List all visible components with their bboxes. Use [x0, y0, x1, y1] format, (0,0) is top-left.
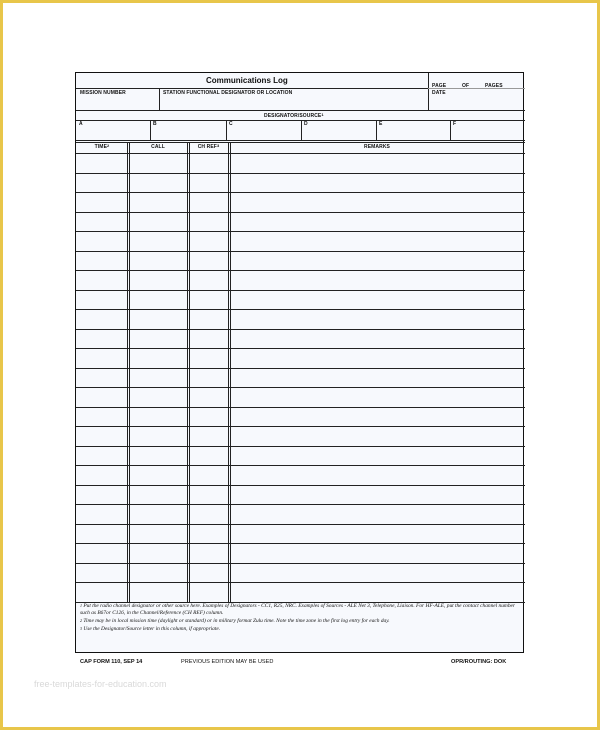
footnote-3: $^3$ Use the Designator/Source letter in this column, if appropriate.: [80, 626, 221, 632]
time-cell[interactable]: [78, 505, 126, 523]
opr-routing: OPR/ROUTING: DOK: [451, 659, 507, 665]
time-cell[interactable]: [78, 486, 126, 504]
remarks-cell[interactable]: [231, 427, 523, 445]
call-cell[interactable]: [130, 154, 186, 172]
log-row: [76, 290, 525, 310]
ch-ref-cell[interactable]: [190, 291, 227, 309]
remarks-cell[interactable]: [231, 564, 523, 582]
call-cell[interactable]: [130, 330, 186, 348]
call-cell[interactable]: [130, 232, 186, 250]
call-cell[interactable]: [130, 388, 186, 406]
mission-number-label: MISSION NUMBER: [80, 90, 126, 96]
time-cell[interactable]: [78, 271, 126, 289]
time-cell[interactable]: [78, 213, 126, 231]
designator-field[interactable]: [451, 127, 524, 139]
designator-field[interactable]: [77, 127, 149, 139]
call-cell[interactable]: [130, 349, 186, 367]
log-row: [76, 348, 525, 368]
ch-ref-cell[interactable]: [190, 544, 227, 562]
ch-ref-cell[interactable]: [190, 271, 227, 289]
log-row: [76, 153, 525, 173]
remarks-cell[interactable]: [231, 310, 523, 328]
ch-ref-cell[interactable]: [190, 564, 227, 582]
time-cell[interactable]: [78, 154, 126, 172]
ch-ref-cell[interactable]: [190, 486, 227, 504]
pages-label: PAGES: [485, 83, 503, 89]
date-field[interactable]: [429, 96, 523, 109]
log-row: [76, 524, 525, 544]
call-cell[interactable]: [130, 408, 186, 426]
time-cell[interactable]: [78, 349, 126, 367]
log-row: [76, 270, 525, 290]
ch-ref-cell[interactable]: [190, 252, 227, 270]
designator-column-label: C: [229, 121, 233, 127]
designator-column-label: E: [379, 121, 383, 127]
remarks-cell[interactable]: [231, 408, 523, 426]
log-row: [76, 426, 525, 446]
ch-ref-cell[interactable]: [190, 583, 227, 601]
remarks-cell[interactable]: [231, 544, 523, 562]
time-cell[interactable]: [78, 174, 126, 192]
log-row: [76, 192, 525, 212]
time-cell[interactable]: [78, 193, 126, 211]
mission-number-field[interactable]: [77, 96, 158, 109]
call-cell[interactable]: [130, 174, 186, 192]
time-cell[interactable]: [78, 447, 126, 465]
remarks-cell[interactable]: [231, 330, 523, 348]
log-column-header: REMARKS: [364, 144, 390, 150]
remarks-cell[interactable]: [231, 486, 523, 504]
call-cell[interactable]: [130, 213, 186, 231]
call-cell[interactable]: [130, 271, 186, 289]
call-cell[interactable]: [130, 252, 186, 270]
log-row: [76, 251, 525, 271]
remarks-cell[interactable]: [231, 232, 523, 250]
footnote-2: $^2$ Time may be in local mission time (daylight or standard) or in military format Zulu time. Note the time zone in the first log entry for each day.: [80, 618, 390, 624]
designator-field[interactable]: [302, 127, 375, 139]
call-cell[interactable]: [130, 525, 186, 543]
time-cell[interactable]: [78, 291, 126, 309]
ch-ref-cell[interactable]: [190, 427, 227, 445]
call-cell[interactable]: [130, 505, 186, 523]
remarks-cell[interactable]: [231, 193, 523, 211]
footnotes: [80, 603, 520, 633]
remarks-cell[interactable]: [231, 252, 523, 270]
remarks-cell[interactable]: [231, 291, 523, 309]
ch-ref-cell[interactable]: [190, 447, 227, 465]
time-cell[interactable]: [78, 525, 126, 543]
ch-ref-cell[interactable]: [190, 369, 227, 387]
ch-ref-cell[interactable]: [190, 349, 227, 367]
date-label: DATE: [432, 90, 446, 96]
time-cell[interactable]: [78, 583, 126, 601]
station-field[interactable]: [160, 96, 427, 109]
ch-ref-cell[interactable]: [190, 466, 227, 484]
time-cell[interactable]: [78, 330, 126, 348]
log-row: [76, 368, 525, 388]
time-cell[interactable]: [78, 310, 126, 328]
ch-ref-cell[interactable]: [190, 525, 227, 543]
remarks-cell[interactable]: [231, 349, 523, 367]
designator-column-label: A: [79, 121, 83, 127]
ch-ref-cell[interactable]: [190, 388, 227, 406]
log-row: [76, 387, 525, 407]
call-cell[interactable]: [130, 369, 186, 387]
remarks-cell[interactable]: [231, 466, 523, 484]
log-row: [76, 504, 525, 524]
time-cell[interactable]: [78, 544, 126, 562]
remarks-cell[interactable]: [231, 174, 523, 192]
call-cell[interactable]: [130, 544, 186, 562]
remarks-cell[interactable]: [231, 447, 523, 465]
time-cell[interactable]: [78, 232, 126, 250]
remarks-cell[interactable]: [231, 213, 523, 231]
time-cell[interactable]: [78, 408, 126, 426]
ch-ref-cell[interactable]: [190, 330, 227, 348]
ch-ref-cell[interactable]: [190, 174, 227, 192]
call-cell[interactable]: [130, 564, 186, 582]
log-row: [76, 563, 525, 583]
ch-ref-cell[interactable]: [190, 232, 227, 250]
remarks-cell[interactable]: [231, 388, 523, 406]
log-row: [76, 329, 525, 349]
ch-ref-cell[interactable]: [190, 154, 227, 172]
log-row: [76, 173, 525, 193]
designator-column-label: D: [304, 121, 308, 127]
log-row: [76, 446, 525, 466]
log-row: [76, 465, 525, 485]
call-cell[interactable]: [130, 466, 186, 484]
call-cell[interactable]: [130, 583, 186, 601]
designator-column-label: B: [153, 121, 157, 127]
remarks-cell[interactable]: [231, 505, 523, 523]
call-cell[interactable]: [130, 291, 186, 309]
time-cell[interactable]: [78, 466, 126, 484]
log-row: [76, 309, 525, 329]
remarks-cell[interactable]: [231, 583, 523, 601]
log-column-header: CALL: [151, 144, 165, 150]
call-cell[interactable]: [130, 310, 186, 328]
call-cell[interactable]: [130, 447, 186, 465]
watermark: free-templates-for-education.com: [34, 679, 167, 689]
form-id: CAP FORM 110, SEP 14: [80, 659, 143, 665]
of-label: OF: [462, 83, 470, 89]
designator-column-label: F: [453, 121, 457, 127]
remarks-cell[interactable]: [231, 369, 523, 387]
form-title: Communications Log: [206, 76, 288, 85]
time-cell[interactable]: [78, 388, 126, 406]
designator-heading: DESIGNATOR/SOURCE$^1$: [264, 112, 324, 119]
footnote-1: $^1$ Put the radio channel designator or other source here. Examples of Designators - CC1, R25, NRC. Examples of Sources - ALE Net 3, Telephone, Liaison. For HF-ALE, put the contact channel number such as B67or C126, in the Channel/Reference (CH REF) column.: [80, 603, 516, 616]
page-label: PAGE: [432, 83, 447, 89]
communications-log-form: [75, 72, 524, 653]
remarks-cell[interactable]: [231, 271, 523, 289]
remarks-cell[interactable]: [231, 154, 523, 172]
ch-ref-cell[interactable]: [190, 193, 227, 211]
designator-field[interactable]: [377, 127, 449, 139]
log-row: [76, 543, 525, 563]
log-row: [76, 231, 525, 251]
call-cell[interactable]: [130, 193, 186, 211]
ch-ref-cell[interactable]: [190, 310, 227, 328]
time-cell[interactable]: [78, 252, 126, 270]
time-cell[interactable]: [78, 564, 126, 582]
log-column-header: TIME$^2$: [94, 143, 110, 150]
edition-note: PREVIOUS EDITION MAY BE USED: [181, 659, 274, 665]
log-row: [76, 212, 525, 232]
remarks-cell[interactable]: [231, 525, 523, 543]
designator-field[interactable]: [227, 127, 300, 139]
call-cell[interactable]: [130, 486, 186, 504]
log-row: [76, 582, 525, 602]
time-cell[interactable]: [78, 427, 126, 445]
ch-ref-cell[interactable]: [190, 505, 227, 523]
ch-ref-cell[interactable]: [190, 213, 227, 231]
log-row: [76, 485, 525, 505]
log-column-header: CH REF$^3$: [197, 143, 220, 150]
time-cell[interactable]: [78, 369, 126, 387]
ch-ref-cell[interactable]: [190, 408, 227, 426]
call-cell[interactable]: [130, 427, 186, 445]
station-label: STATION FUNCTIONAL DESIGNATOR OR LOCATION: [163, 90, 293, 96]
designator-field[interactable]: [151, 127, 225, 139]
log-row: [76, 407, 525, 427]
